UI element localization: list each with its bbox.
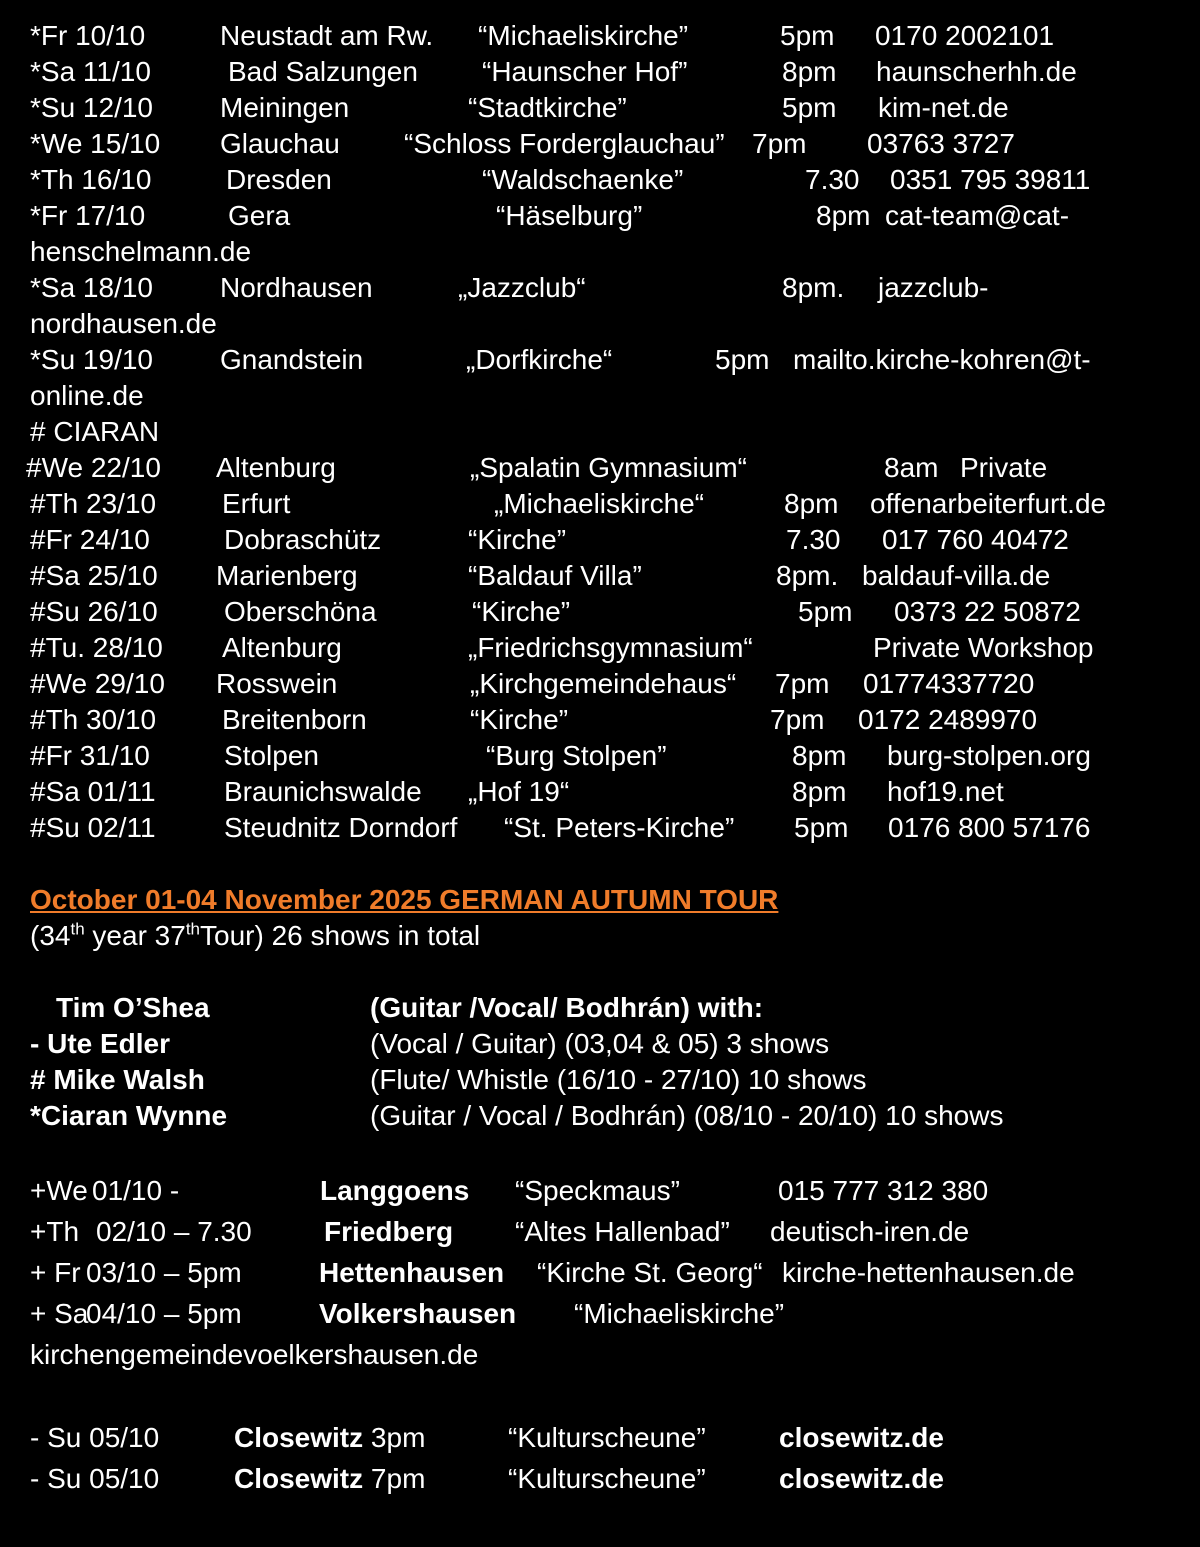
row-city: Altenburg: [222, 632, 342, 663]
row-city: Gnandstein: [220, 344, 364, 375]
row-info: 0172 2489970: [858, 704, 1038, 735]
schedule-row: [30, 738, 1180, 774]
row-date: #Fr 31/10: [30, 740, 150, 771]
row-info: 015 777 312 380: [778, 1175, 989, 1206]
row-info-continued: nordhausen.de: [30, 308, 217, 339]
closewitz-row: [30, 1417, 1180, 1458]
row-time: 8pm: [816, 200, 871, 231]
schedule-row: [30, 126, 1180, 162]
schedule-row: [30, 594, 1180, 630]
row-info: offenarbeiterfurt.de: [870, 488, 1107, 519]
row-time: 7pm: [752, 128, 807, 159]
row-time: 7.30: [805, 164, 860, 195]
ordinal-suffix: th: [185, 919, 201, 939]
row-city: Breitenborn: [222, 704, 367, 735]
row-time: 3pm: [363, 1422, 426, 1453]
schedule-row-continued: [30, 378, 1180, 414]
row-info: jazzclub-: [878, 272, 989, 303]
musician-role: (Vocal / Guitar) (03,04 & 05) 3 shows: [370, 1028, 830, 1059]
row-venue: “Kirche”: [472, 596, 571, 627]
row-city: Bad Salzungen: [228, 56, 418, 87]
schedule-row-continued: [30, 234, 1180, 270]
row-city: Marienberg: [216, 560, 358, 591]
schedule-row: [30, 774, 1180, 810]
row-date: #Sa 01/11: [30, 776, 156, 807]
row-city-time: [234, 1458, 425, 1499]
row-time: 8pm: [782, 56, 837, 87]
row-date: *Su 12/10: [30, 92, 153, 123]
row-info: haunscherhh.de: [876, 56, 1077, 87]
row-date: #Sa 25/10: [30, 560, 158, 591]
schedule-row: [30, 558, 1180, 594]
row-weekday: +We: [30, 1175, 88, 1206]
row-time: 5pm: [715, 344, 770, 375]
row-venue: “Waldschaenke”: [482, 164, 684, 195]
early-show-row: [30, 1211, 1180, 1252]
row-venue: “Haunscher Hof”: [482, 56, 688, 87]
row-date: *Sa 18/10: [30, 272, 153, 303]
tour-subheading: (34th year 37thTour) 26 shows in total: [30, 919, 481, 951]
schedule-row: [30, 702, 1180, 738]
row-info: 01774337720: [863, 668, 1035, 699]
row-info: kirche-hettenhausen.de: [782, 1257, 1075, 1288]
row-venue: “Schloss Forderglauchau”: [404, 128, 725, 159]
row-date: #Th 30/10: [30, 704, 157, 735]
musician-row: [30, 1026, 1180, 1062]
row-city: Gera: [228, 200, 291, 231]
row-venue: “Häselburg”: [496, 200, 643, 231]
row-city: Friedberg: [324, 1216, 454, 1247]
musician-role: (Guitar / Vocal / Bodhrán) (08/10 - 20/10) 10 shows: [370, 1100, 1004, 1131]
schedule-row: [30, 18, 1180, 54]
row-city: Dobraschütz: [224, 524, 382, 555]
row-city: Meiningen: [220, 92, 350, 123]
row-city: Steudnitz Dorndorf: [224, 812, 458, 843]
row-time: 5pm: [782, 92, 837, 123]
row-time: 5pm: [780, 20, 835, 51]
row-date: 02/10 – 7.30: [96, 1216, 252, 1247]
row-info: deutisch-iren.de: [770, 1216, 970, 1247]
row-time: 8pm: [792, 776, 847, 807]
row-city: Closewitz: [234, 1422, 364, 1453]
row-time: 5pm: [794, 812, 849, 843]
schedule-row: [30, 54, 1180, 90]
row-venue: “Burg Stolpen”: [486, 740, 667, 771]
row-venue: “Baldauf Villa”: [468, 560, 642, 591]
musician-name: # Mike Walsh: [30, 1064, 205, 1095]
row-info: Private: [960, 452, 1048, 483]
row-venue: “Speckmaus”: [515, 1175, 680, 1206]
row-weekday: +Th: [30, 1216, 80, 1247]
musician-role: (Flute/ Whistle (16/10 - 27/10) 10 shows: [370, 1064, 867, 1095]
tour-heading: October 01-04 November 2025 GERMAN AUTUMN TOUR: [30, 884, 779, 915]
row-time: 8pm.: [782, 272, 845, 303]
row-city: Altenburg: [216, 452, 336, 483]
row-date: 03/10 – 5pm: [86, 1257, 242, 1288]
row-info: Private Workshop: [873, 632, 1094, 663]
schedule-row: [30, 666, 1180, 702]
schedule-row: [26, 450, 1180, 486]
row-date: #Su 02/11: [30, 812, 156, 843]
musician-role: (Guitar /Vocal/ Bodhrán) with:: [370, 992, 764, 1023]
early-show-row-continued: [30, 1334, 1180, 1375]
row-info: 017 760 40472: [882, 524, 1069, 555]
row-info: kim-net.de: [878, 92, 1009, 123]
row-info: 0351 795 39811: [890, 164, 1091, 195]
row-date: - Su 05/10: [30, 1463, 160, 1494]
row-date: 04/10 – 5pm: [86, 1298, 242, 1329]
early-shows: [30, 1170, 1180, 1375]
row-venue: “Kirche”: [470, 704, 569, 735]
schedule-row: [30, 270, 1180, 306]
row-venue: „Spalatin Gymnasium“: [470, 452, 747, 483]
row-time: 8pm: [792, 740, 847, 771]
row-info: closewitz.de: [779, 1422, 944, 1453]
ordinal-suffix: th: [70, 919, 85, 939]
row-date: *Sa 11/10: [30, 56, 151, 87]
row-date: - Su 05/10: [30, 1422, 160, 1453]
row-info: 0170 2002101: [875, 20, 1055, 51]
row-venue: „Hof 19“: [468, 776, 570, 807]
row-venue: “Kulturscheune”: [508, 1463, 706, 1494]
row-date: *Fr 10/10: [30, 20, 146, 51]
row-info: 0176 800 57176: [888, 812, 1091, 843]
row-city: Dresden: [226, 164, 332, 195]
musician-row: [30, 1062, 1180, 1098]
row-venue: „Jazzclub“: [458, 272, 586, 303]
row-venue: “Kirche”: [468, 524, 567, 555]
closewitz-row: [30, 1458, 1180, 1499]
row-venue: “Stadtkirche”: [468, 92, 627, 123]
row-info: hof19.net: [887, 776, 1004, 807]
schedule-row: [30, 810, 1180, 846]
row-city-time: [234, 1417, 425, 1458]
row-venue: “Michaeliskirche”: [574, 1298, 785, 1329]
musician-row: [30, 1098, 1180, 1134]
row-venue: „Kirchgemeindehaus“: [470, 668, 737, 699]
schedule-row: [30, 522, 1180, 558]
row-date: 01/10 -: [92, 1175, 180, 1206]
row-time: 7.30: [786, 524, 841, 555]
row-time: 8pm: [784, 488, 839, 519]
row-time: 7pm: [770, 704, 825, 735]
row-time: 5pm: [798, 596, 853, 627]
row-info: closewitz.de: [779, 1463, 944, 1494]
row-info: 03763 3727: [867, 128, 1015, 159]
row-info: 0373 22 50872: [894, 596, 1081, 627]
row-city: Stolpen: [224, 740, 319, 771]
row-date: *Fr 17/10: [30, 200, 146, 231]
row-date: *Su 19/10: [30, 344, 153, 375]
row-city: Oberschöna: [224, 596, 377, 627]
musician-name: Tim O’Shea: [56, 992, 210, 1023]
row-info: burg-stolpen.org: [887, 740, 1091, 771]
musician-name: - Ute Edler: [30, 1028, 171, 1059]
schedule-row: [30, 342, 1180, 378]
schedule-row: [30, 162, 1180, 198]
row-city: Closewitz: [234, 1463, 364, 1494]
row-city: Rosswein: [216, 668, 338, 699]
early-show-row: [30, 1170, 1180, 1211]
row-time: 8pm.: [776, 560, 839, 591]
row-date: #Su 26/10: [30, 596, 158, 627]
row-info-continued: henschelmann.de: [30, 236, 252, 267]
row-city: Volkershausen: [319, 1298, 517, 1329]
row-date: #Tu. 28/10: [30, 632, 163, 663]
row-city: Glauchau: [220, 128, 340, 159]
musician-name: *Ciaran Wynne: [30, 1100, 228, 1131]
row-venue: “Altes Hallenbad”: [515, 1216, 730, 1247]
row-info: kirchengemeindevoelkershausen.de: [30, 1339, 479, 1370]
row-info: mailto.kirche-kohren@t-: [793, 344, 1091, 375]
row-time: 8am: [884, 452, 939, 483]
schedule-row: [30, 630, 1180, 666]
ciaran-label: # CIARAN: [30, 416, 160, 447]
row-city: Langgoens: [320, 1175, 470, 1206]
row-weekday: + Sa: [30, 1298, 89, 1329]
row-venue: „Michaeliskirche“: [494, 488, 705, 519]
schedule-row: [30, 198, 1180, 234]
row-date: *We 15/10: [30, 128, 161, 159]
row-venue: “Kirche St. Georg“: [537, 1257, 763, 1288]
row-venue: “Michaeliskirche”: [478, 20, 689, 51]
row-city: Nordhausen: [220, 272, 373, 303]
row-city: Braunichswalde: [224, 776, 422, 807]
early-show-row: [30, 1252, 1180, 1293]
row-info: baldauf-villa.de: [862, 560, 1051, 591]
row-venue: „Friedrichsgymnasium“: [468, 632, 753, 663]
schedule-row-continued: [30, 306, 1180, 342]
row-venue: “St. Peters-Kirche”: [504, 812, 735, 843]
row-venue: „Dorfkirche“: [466, 344, 613, 375]
row-info-continued: online.de: [30, 380, 144, 411]
schedule-row: [30, 486, 1180, 522]
row-city: Erfurt: [222, 488, 291, 519]
row-venue: “Kulturscheune”: [508, 1422, 706, 1453]
row-date: #Fr 24/10: [30, 524, 150, 555]
row-time: 7pm: [363, 1463, 426, 1494]
row-info: cat-team@cat-: [885, 200, 1070, 231]
row-time: 7pm: [775, 668, 830, 699]
row-date: *Th 16/10: [30, 164, 152, 195]
early-show-row: [30, 1293, 1180, 1334]
tour-document: [26, 18, 1180, 1499]
row-date: #Th 23/10: [30, 488, 157, 519]
schedule-row: [30, 90, 1180, 126]
row-city: Hettenhausen: [319, 1257, 505, 1288]
row-date: #We 22/10: [26, 452, 161, 483]
row-city: Neustadt am Rw.: [220, 20, 434, 51]
row-date: #We 29/10: [30, 668, 165, 699]
musician-row: [30, 990, 1180, 1026]
row-weekday: + Fr: [30, 1257, 81, 1288]
